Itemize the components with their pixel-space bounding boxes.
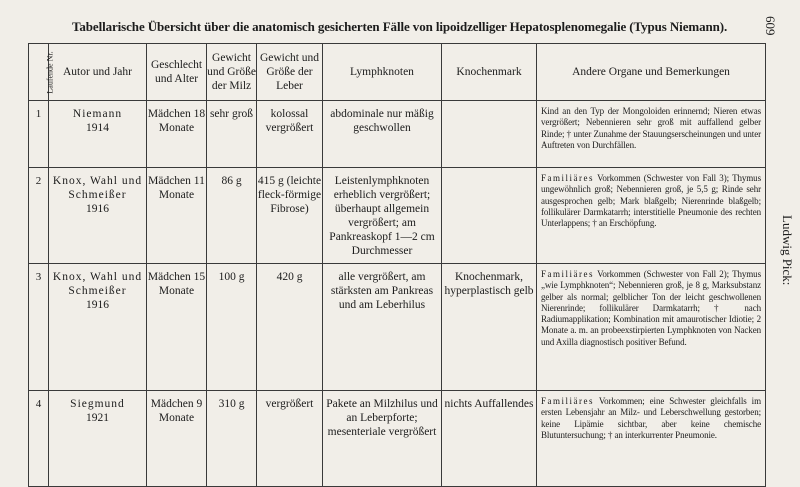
sex-age-cell: Mädchen 15 Monate <box>147 264 207 391</box>
marrow-cell: nichts Auffallendes <box>442 391 537 487</box>
marrow-cell <box>442 101 537 168</box>
sex-age-cell: Mädchen 18 Monate <box>147 101 207 168</box>
year: 1916 <box>86 299 109 311</box>
header-author: Autor und Jahr <box>49 44 147 101</box>
table-row <box>29 101 766 168</box>
remarks-cell <box>537 391 766 487</box>
author-cell <box>49 391 147 487</box>
header-spleen: Gewicht und Größe der Milz <box>207 44 257 101</box>
remarks-cell <box>537 101 766 168</box>
remarks-cell <box>537 264 766 391</box>
author-name: Niemann <box>72 108 123 120</box>
remarks-text: Vorkommen (Schwester von Fall 2); Thymus „wie Lymphknoten“; Nebennieren groß, je 8 g, Marksubstanz gelber als normal; gelblicher Ton der leicht geschwollenen Nierenrinde; follikulärer Darmkatarrh; † nach Radiumapplikation; Kombination mit amaurotischer Idiotie; 2 Monate a. m. an probeexstirpierten Lymphknoten von Nacken und Axilla diagnostisch positiver Befund. <box>541 269 761 347</box>
remarks-cell <box>537 168 766 264</box>
liver-cell: vergrößert <box>257 391 323 487</box>
lymph-cell: Pakete an Milzhilus und an Leberpforte; mesenteriale vergrößert <box>323 391 442 487</box>
header-row <box>29 44 766 101</box>
lymph-cell: alle vergrößert, am stärksten am Pankreas und am Leberhilus <box>323 264 442 391</box>
table-row <box>29 391 766 487</box>
liver-cell: 415 g (leichte fleck-förmige Fibrose) <box>257 168 323 264</box>
header-lymph: Lymphknoten <box>323 44 442 101</box>
lymph-cell: abdominale nur mäßig geschwollen <box>323 101 442 168</box>
header-liver: Gewicht und Größe der Leber <box>257 44 323 101</box>
author-name: Knox, Wahl und Schmeißer <box>52 271 143 297</box>
year: 1921 <box>86 412 109 424</box>
case-number: 4 <box>29 391 49 487</box>
author-cell <box>49 101 147 168</box>
header-marrow: Knochenmark <box>442 44 537 101</box>
remarks-text: Vorkommen (Schwester von Fall 3); Thymus ungewöhnlich groß; Nebennieren groß, je 5,5 g; Rinde sehr ausgesprochen gelb; Mark blaßgelb; Nierenrinde blaßgelb; follikulärer Darmkatarrh; interstitielle Pneumonie des rechten Unterlappens; † an Erschöpfung. <box>541 173 761 229</box>
author-name: Knox, Wahl und Schmeißer <box>52 175 143 201</box>
header-other: Andere Organe und Bemerkungen <box>537 44 766 101</box>
remarks-lead: Familiäres <box>541 173 594 183</box>
marrow-cell <box>442 168 537 264</box>
remarks-lead: Familiäres <box>541 269 594 279</box>
liver-cell: 420 g <box>257 264 323 391</box>
page-number: 609 <box>763 16 778 36</box>
liver-cell: kolossal vergrößert <box>257 101 323 168</box>
table-title: Tabellarische Übersicht über die anatomisch gesicherten Fälle von lipoidzelliger Hepatosplenomegalie (Typus Niemann). <box>72 19 728 34</box>
author-name: Siegmund <box>70 398 125 410</box>
spleen-cell: 100 g <box>207 264 257 391</box>
sex-age-cell: Mädchen 11 Monate <box>147 168 207 264</box>
table-row <box>29 264 766 391</box>
case-number: 1 <box>29 101 49 168</box>
header-sex-age: Geschlecht und Alter <box>147 44 207 101</box>
sex-age-cell: Mädchen 9 Monate <box>147 391 207 487</box>
table-row <box>29 168 766 264</box>
header-nr: Laufende Nr. <box>29 44 49 101</box>
year: 1914 <box>86 122 109 134</box>
marrow-cell: Knochenmark, hyperplastisch gelb <box>442 264 537 391</box>
case-table <box>28 43 766 487</box>
spleen-cell: 310 g <box>207 391 257 487</box>
spleen-cell: sehr groß <box>207 101 257 168</box>
year: 1916 <box>86 203 109 215</box>
remarks-text: Vorkommen; eine Schwester gleichfalls im ersten Lebensjahr an Milz- und Leberschwellung gestorben; keine Lipämie sichtbar, aber keine chemische Blutuntersuchung; † an interkurrenter Pneumonie. <box>541 396 761 440</box>
running-head: Ludwig Pick: <box>780 215 795 286</box>
author-cell <box>49 264 147 391</box>
remarks-lead: Familiäres <box>541 396 594 406</box>
lymph-cell: Leistenlymphknoten erheblich vergrößert; überhaupt allgemein vergrößert; am Pankreaskopf 1—2 cm Durchmesser <box>323 168 442 264</box>
remarks-text: Kind an den Typ der Mongoloiden erinnernd; Nieren etwas vergrößert; Nebennieren sehr groß mit auffallend gelber Rinde; † unter Zunahme der Stauungserscheinungen und unter Auftreten von Durchfällen. <box>541 106 761 150</box>
case-number: 2 <box>29 168 49 264</box>
case-number: 3 <box>29 264 49 391</box>
author-cell <box>49 168 147 264</box>
spleen-cell: 86 g <box>207 168 257 264</box>
